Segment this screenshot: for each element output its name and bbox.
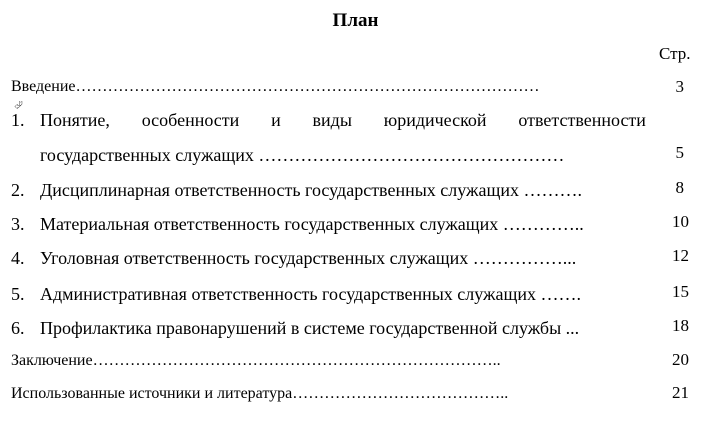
toc-item-number: 2. — [11, 180, 25, 200]
toc-word: и — [271, 110, 281, 130]
toc-item-1-line2: государственных служащих …………………………………………… — [40, 145, 565, 165]
toc-word: юридической — [383, 110, 487, 130]
toc-page-conclusion: 20 — [672, 350, 689, 369]
page-title: План — [332, 10, 379, 31]
toc-item-2: Дисциплинарная ответственность государственных служащих ………. — [40, 180, 582, 200]
toc-page-4: 12 — [672, 246, 689, 265]
toc-page-1: 5 — [675, 143, 684, 162]
toc-item-6: Профилактика правонарушений в системе государственной службы ... — [40, 318, 580, 338]
text-cursor-icon: ⮰ — [14, 99, 23, 112]
page-column-header: Стр. — [659, 44, 691, 63]
toc-page-3: 10 — [672, 212, 689, 231]
toc-entry-sources: Использованные источники и литература………………………………….. — [11, 385, 509, 402]
toc-item-number: 4. — [11, 248, 25, 268]
toc-word: ответственности — [518, 110, 646, 130]
toc-entry-intro: Введение…………………………………………………………………………… — [11, 78, 540, 95]
toc-word: Понятие, — [40, 110, 110, 130]
toc-entry-conclusion: Заключение………………………………………………………………….. — [11, 352, 501, 369]
toc-page-intro: 3 — [675, 77, 684, 96]
toc-item-number: 1. — [11, 110, 25, 130]
toc-item-3: Материальная ответственность государственных служащих ………….. — [40, 214, 584, 234]
toc-item-number: 6. — [11, 318, 25, 338]
toc-page-sources: 21 — [672, 383, 689, 402]
toc-page-5: 15 — [672, 282, 689, 301]
toc-item-4: Уголовная ответственность государственных служащих ……………... — [40, 248, 577, 268]
toc-item-number: 3. — [11, 214, 25, 234]
toc-page-2: 8 — [675, 178, 684, 197]
toc-page-6: 18 — [672, 316, 689, 335]
toc-item-number: 5. — [11, 284, 25, 304]
toc-word: особенности — [141, 110, 240, 130]
toc-word: виды — [312, 110, 352, 130]
toc-item-1-line1 — [40, 110, 646, 131]
toc-item-5: Административная ответственность государственных служащих ……. — [40, 284, 581, 304]
